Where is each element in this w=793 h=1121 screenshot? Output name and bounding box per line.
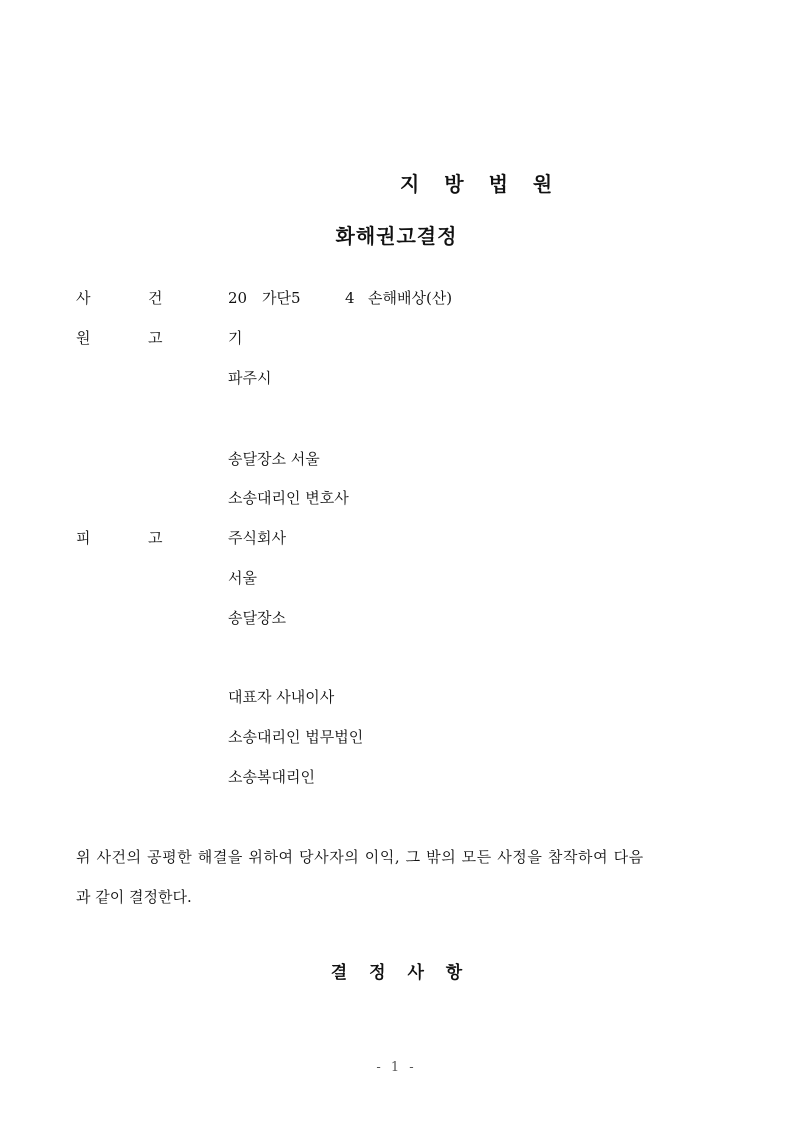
defendant-sub-attorney: 소송복대리인 [228, 768, 315, 786]
plaintiff-service-address: 송달장소 서울 [228, 450, 320, 468]
defendant-law-firm-row [0, 726, 793, 748]
defendant-name: 주식회사 [228, 529, 286, 547]
defendant-row [0, 527, 793, 549]
plaintiff-label-1: 원 [76, 329, 91, 347]
section-title: 결 정 사 항 [330, 963, 471, 983]
document-title: 화해권고결정 [335, 224, 458, 248]
defendant-address-row [0, 567, 793, 589]
case-label-2: 건 [148, 289, 163, 307]
plaintiff-service-row [0, 448, 793, 470]
case-row [0, 287, 793, 309]
case-suffix: 4 [345, 289, 355, 307]
case-name: 손해배상(산) [368, 289, 453, 307]
plaintiff-name: 기 [228, 329, 243, 347]
plaintiff-attorney: 소송대리인 변호사 [228, 489, 349, 507]
case-label-1: 사 [76, 289, 91, 307]
page-number: - 1 - [376, 1060, 417, 1075]
defendant-label-2: 고 [148, 529, 163, 547]
body-paragraph-line-2: 과 같이 결정한다. [76, 888, 192, 906]
case-type: 가단5 [262, 289, 301, 307]
defendant-representative-row [0, 686, 793, 708]
plaintiff-address-row [0, 367, 793, 389]
defendant-representative: 대표자 사내이사 [228, 688, 335, 706]
defendant-service-row [0, 607, 793, 629]
plaintiff-attorney-row [0, 487, 793, 509]
plaintiff-row [0, 327, 793, 349]
plaintiff-address: 파주시 [228, 369, 272, 387]
defendant-sub-attorney-row [0, 766, 793, 788]
defendant-law-firm: 소송대리인 법무법인 [228, 728, 364, 746]
court-name: 지 방 법 원 [400, 172, 562, 196]
defendant-service-address: 송달장소 [228, 609, 286, 627]
body-paragraph-line-1: 위 사건의 공평한 해결을 위하여 당사자의 이익, 그 밖의 모든 사정을 참작하여 다음 [76, 848, 644, 866]
defendant-label-1: 피 [76, 529, 91, 547]
plaintiff-label-2: 고 [148, 329, 163, 347]
case-year: 20 [228, 289, 248, 307]
defendant-address: 서울 [228, 569, 257, 587]
